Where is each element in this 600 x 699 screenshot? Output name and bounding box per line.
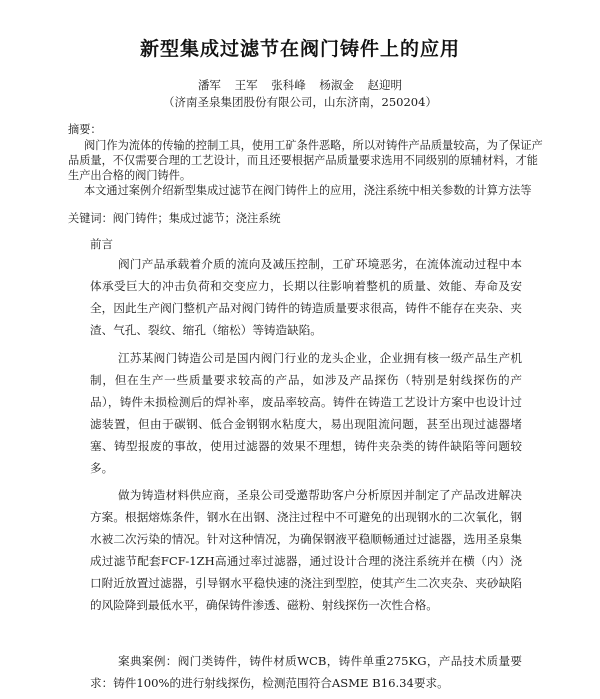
section-heading-preface: 前言 xyxy=(90,237,113,251)
paper-affiliation: （济南圣泉集团股份有限公司，山东济南，250204） xyxy=(163,95,437,109)
abstract-heading: 摘要： xyxy=(68,123,102,136)
paper-title: 新型集成过滤节在阀门铸件上的应用 xyxy=(139,38,460,60)
keywords-line: 关键词：阀门铸件；集成过滤节；浇注系统 xyxy=(68,212,281,225)
body-paragraph-3: 做为铸造材料供应商，圣泉公司受邀帮助客户分析原因并制定了产品改进解决方案。根据熔炼条件，钢水在出钢、浇注过程中不可避免的出现钢水的二次氧化，钢水被二次污染的情况。针对这种情况，为确保钢液平稳顺畅通过过滤器，选用圣泉集成过滤节配套FCF-1ZH高通过率过滤器，通过设计合理的浇注系统并在横（内）浇口附近放置过滤器，引导钢水平稳快速的浇注到型腔，使其产生二次夹杂、夹砂缺陷的风险降到最低水平，确保铸件渗透、磁粉、射线探伤一次性合格。 xyxy=(90,488,522,612)
body-paragraph-1: 阀门产品承载着介质的流向及减压控制，工矿环境恶劣，在流体流动过程中本体承受巨大的冲击负荷和交变应力，长期以往影响着整机的质量、效能、寿命及安全，因此生产阀门整机产品对阀门铸件的铸造质量要求很高，铸件不能存在夹杂、夹渣、气孔、裂纹、缩孔（缩松）等铸造缺陷。 xyxy=(90,257,522,337)
abstract-paragraph-1: 阀门作为流体的传输的控制工具，使用工矿条件恶略，所以对铸件产品质量较高，为了保证产品质量，不仅需要合理的工艺设计，而且还要根据产品质量要求选用不同级别的原辅材料，才能生产出合格的阀门铸件。 xyxy=(68,139,543,182)
paper-authors: 潘军 王军 张科峰 杨淑金 赵迎明 xyxy=(197,78,403,92)
body-paragraph-2: 江苏某阀门铸造公司是国内阀门行业的龙头企业，企业拥有核一级产品生产机制，但在生产一些质量要求较高的产品，如涉及产品探伤（特别是射线探伤的产品），铸件未损检测后的焊补率，废品率较高。铸件在铸造工艺设计方案中也设计过滤装置，但由于碳钢、低合金钢钢水粘度大，易出现阻流问题，甚至出现过滤器堵塞、铸型报废的事故，使用过滤器的效果不理想，铸件夹杂类的铸件缺陷等问题较多。 xyxy=(90,351,522,475)
body-paragraph-4: 案典案例：阀门类铸件，铸件材质WCB，铸件单重275KG，产品技术质量要求：铸件100%的进行射线探伤，检测范围符合ASME B16.34要求。 xyxy=(90,654,522,690)
abstract-paragraph-2: 本文通过案例介绍新型集成过滤节在阀门铸件上的应用，浇注系统中相关参数的计算方法等 xyxy=(84,184,532,197)
